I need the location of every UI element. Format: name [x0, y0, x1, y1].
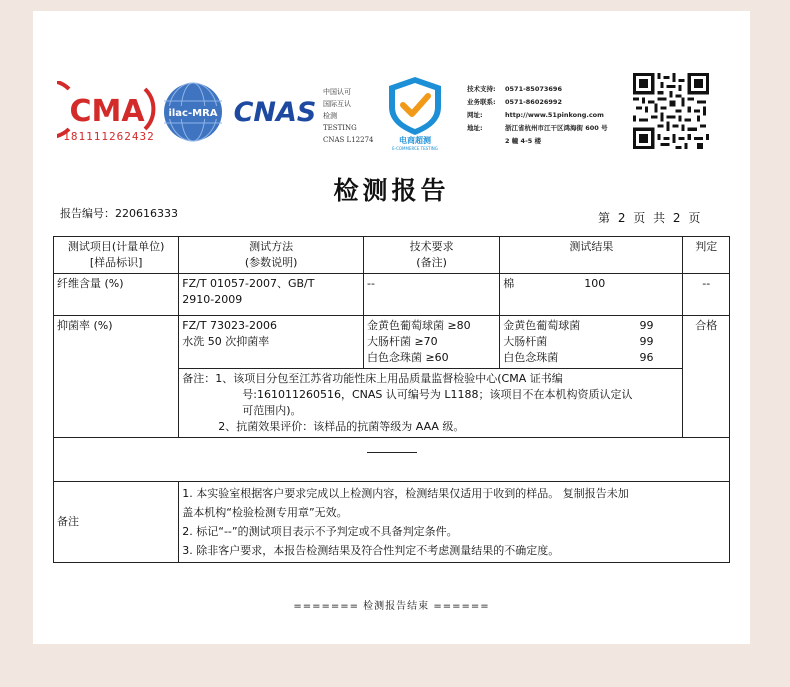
cnas-mark: CNAS	[233, 97, 317, 128]
table-header-row	[54, 237, 730, 274]
cnas-text: 中国认可 国际互认 检测 TESTING CNAS L12274	[323, 88, 374, 144]
row-requirement: --	[363, 274, 499, 316]
remarks-label: 备注	[54, 482, 179, 563]
report-page	[33, 11, 750, 644]
contact-website: 网址: http://www.51pinkong.com	[467, 111, 604, 119]
row-result: 棉 100	[500, 274, 683, 316]
cma-number: 181111262432	[63, 130, 155, 143]
contact-info	[467, 83, 608, 148]
results-table	[53, 236, 730, 563]
end-of-report: ======= 检测报告结束 ======	[293, 601, 490, 612]
row-item: 抑菌率 (%)	[54, 316, 179, 438]
header-result: 测试结果	[500, 237, 683, 274]
row-judge: --	[683, 274, 730, 316]
report-number: 报告编号：220616333	[60, 207, 178, 220]
ecommerce-testing-en: E-COMMERCE TESTING	[392, 146, 438, 151]
cma-mark: CMA	[69, 94, 145, 129]
row-result: 金黄色葡萄球菌 99 大肠杆菌 99 白色念珠菌 96	[500, 316, 683, 369]
row-method: FZ/T 01057-2007、GB/T 2910-2009	[179, 274, 364, 316]
contact-address-2: 2 幢 4-5 楼	[505, 137, 542, 145]
header-item: 测试项目(计量单位) [样品标识]	[54, 237, 179, 274]
table-row-blank	[54, 438, 730, 482]
row-item: 纤维含量 (%)	[54, 274, 179, 316]
remarks-content: 1. 本实验室根据客户要求完成以上检测内容，检测结果仅适用于收到的样品。 复制报告未加 盖本机构“检验检测专用章”无效。 2. 标记“--”的测试项目表示不予判定或不具备判定条件。 3. 除非客户要求，本报告检测结果及符合性判定不考虑测量结果的不确定度。	[179, 482, 730, 563]
report-title: 检测报告	[333, 176, 450, 205]
header-requirement: 技术要求 (备注)	[363, 237, 499, 274]
blank-cell	[54, 438, 730, 482]
ilac-mra-logo	[162, 81, 224, 143]
table-row-remarks	[54, 482, 730, 563]
row-judge: 合格	[683, 316, 730, 438]
cnas-logo	[227, 90, 323, 130]
header-method: 测试方法 (参数说明)	[179, 237, 364, 274]
note-cell: 备注：1、该项目分包至江苏省功能性床上用品质量监督检验中心(CMA 证书编 号:161011260516，CNAS 认可编号为 L1188；该项目不在本机构资质认定认 可范围内)。 2、抗菌效果评价：该样品的抗菌等级为 AAA 级。	[179, 369, 683, 438]
contact-address: 地址: 浙江省杭州市江干区鸿海街 600 号	[467, 124, 608, 132]
page-number: 第 2 页 共 2 页	[598, 211, 703, 225]
header-judge: 判定	[683, 237, 730, 274]
row-method: FZ/T 73023-2006 水洗 50 次抑菌率	[179, 316, 364, 369]
ilac-mark: ilac-MRA	[168, 108, 218, 119]
qr-code-icon	[633, 73, 709, 149]
table-row-fiber	[54, 274, 730, 316]
ecommerce-testing-cn: 电商超测	[399, 136, 431, 145]
contact-tech: 技术支持: 0571-85073696	[467, 85, 562, 93]
divider	[367, 452, 417, 453]
row-requirement: 金黄色葡萄球菌 ≥80 大肠杆菌 ≥70 白色念珠菌 ≥60	[363, 316, 499, 369]
contact-business: 业务联系: 0571-86026992	[467, 98, 562, 106]
table-row-antibacterial	[54, 316, 730, 369]
